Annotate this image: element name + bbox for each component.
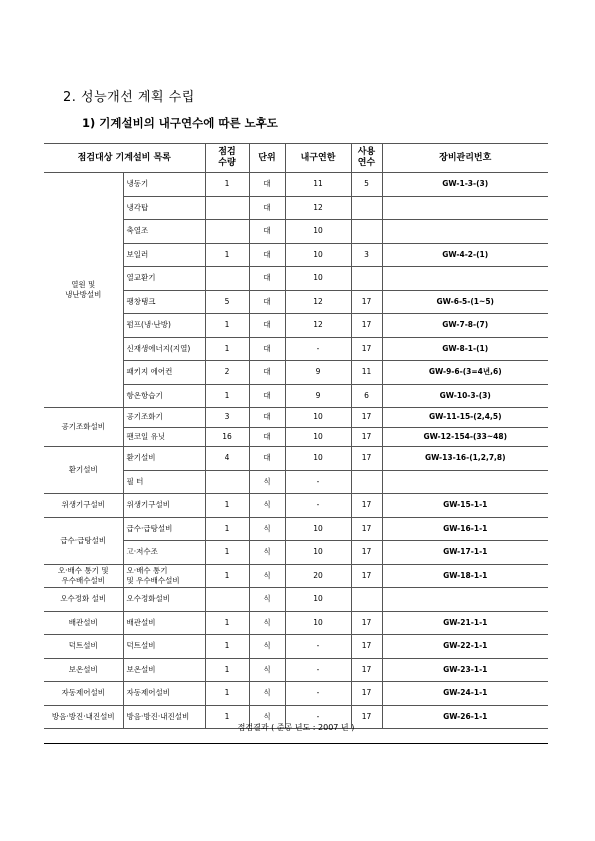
table-row bbox=[44, 682, 548, 706]
years-used-cell bbox=[351, 267, 382, 291]
equipment-code-cell bbox=[382, 220, 548, 244]
quantity-cell bbox=[205, 588, 249, 612]
service-life-cell: 12 bbox=[285, 314, 351, 338]
item-cell: 급수·급탕설비 bbox=[123, 517, 205, 541]
quantity-cell: 1 bbox=[205, 517, 249, 541]
item-cell: 열교환기 bbox=[123, 267, 205, 291]
item-cell: 오·배수 통기 및 우수배수설비 bbox=[123, 564, 205, 588]
quantity-cell bbox=[205, 220, 249, 244]
item-cell: 냉동기 bbox=[123, 173, 205, 197]
years-used-cell: 17 bbox=[351, 611, 382, 635]
quantity-cell bbox=[205, 470, 249, 494]
unit-cell: 대 bbox=[249, 427, 285, 447]
item-cell: 보온설비 bbox=[123, 658, 205, 682]
service-life-cell: 10 bbox=[285, 243, 351, 267]
header-unit: 단위 bbox=[249, 144, 285, 173]
section-heading: 2. 성능개선 계획 수립 bbox=[63, 90, 195, 105]
unit-cell: 대 bbox=[249, 361, 285, 385]
service-life-cell: - bbox=[285, 658, 351, 682]
equipment-code-cell: GW-7-8-(7) bbox=[382, 314, 548, 338]
years-used-cell: 17 bbox=[351, 541, 382, 565]
item-cell: 위생기구설비 bbox=[123, 494, 205, 518]
category-cell: 배관설비 bbox=[44, 611, 123, 635]
table-row bbox=[44, 658, 548, 682]
inspection-result-note: 점검결과 ( 준공 년도 : 2007 년 ) bbox=[237, 723, 355, 732]
quantity-cell: 1 bbox=[205, 705, 249, 729]
quantity-cell: 5 bbox=[205, 290, 249, 314]
item-cell: 항온항습기 bbox=[123, 384, 205, 408]
unit-cell: 식 bbox=[249, 611, 285, 635]
table-row bbox=[44, 611, 548, 635]
item-cell: 방음·방진·내진설비 bbox=[123, 705, 205, 729]
years-used-cell: 17 bbox=[351, 494, 382, 518]
service-life-cell: 10 bbox=[285, 541, 351, 565]
category-cell: 덕트설비 bbox=[44, 635, 123, 659]
category-cell: 공기조화설비 bbox=[44, 408, 123, 447]
quantity-cell: 1 bbox=[205, 564, 249, 588]
equipment-code-cell: GW-6-5-(1~5) bbox=[382, 290, 548, 314]
item-cell: 덕트설비 bbox=[123, 635, 205, 659]
unit-cell: 식 bbox=[249, 635, 285, 659]
category-cell: 자동제어설비 bbox=[44, 682, 123, 706]
quantity-cell bbox=[205, 267, 249, 291]
years-used-cell: 3 bbox=[351, 243, 382, 267]
years-used-cell: 5 bbox=[351, 173, 382, 197]
item-cell: 오수정화설비 bbox=[123, 588, 205, 612]
item-cell: 패키지 에어컨 bbox=[123, 361, 205, 385]
quantity-cell: 1 bbox=[205, 173, 249, 197]
category-cell: 환기설비 bbox=[44, 447, 123, 494]
equipment-code-cell: GW-24-1-1 bbox=[382, 682, 548, 706]
item-cell: 냉각탑 bbox=[123, 196, 205, 220]
service-life-cell: - bbox=[285, 337, 351, 361]
equipment-code-cell: GW-9-6-(3=4년,6) bbox=[382, 361, 548, 385]
service-life-cell: 10 bbox=[285, 588, 351, 612]
equipment-code-cell bbox=[382, 267, 548, 291]
years-used-cell: 17 bbox=[351, 564, 382, 588]
unit-cell: 대 bbox=[249, 408, 285, 428]
item-cell: 보일러 bbox=[123, 243, 205, 267]
quantity-cell: 16 bbox=[205, 427, 249, 447]
subsection-heading: 1) 기계설비의 내구연수에 따른 노후도 bbox=[82, 116, 278, 130]
equipment-code-cell: GW-26-1-1 bbox=[382, 705, 548, 729]
service-life-cell: - bbox=[285, 682, 351, 706]
quantity-cell: 3 bbox=[205, 408, 249, 428]
equipment-code-cell: GW-4-2-(1) bbox=[382, 243, 548, 267]
equipment-code-cell: GW-8-1-(1) bbox=[382, 337, 548, 361]
years-used-cell bbox=[351, 196, 382, 220]
item-cell: 축열조 bbox=[123, 220, 205, 244]
quantity-cell: 4 bbox=[205, 447, 249, 471]
unit-cell: 대 bbox=[249, 384, 285, 408]
quantity-cell: 1 bbox=[205, 682, 249, 706]
header-years-used: 사용 연수 bbox=[351, 144, 382, 173]
unit-cell: 대 bbox=[249, 267, 285, 291]
service-life-cell: - bbox=[285, 494, 351, 518]
quantity-cell: 1 bbox=[205, 314, 249, 338]
equipment-code-cell: GW-22-1-1 bbox=[382, 635, 548, 659]
header-equipment-code: 장비관리번호 bbox=[382, 144, 548, 173]
equipment-code-cell: GW-21-1-1 bbox=[382, 611, 548, 635]
item-cell: 자동제어설비 bbox=[123, 682, 205, 706]
service-life-cell: 10 bbox=[285, 267, 351, 291]
equipment-code-cell: GW-16-1-1 bbox=[382, 517, 548, 541]
equipment-code-cell: GW-17-1-1 bbox=[382, 541, 548, 565]
years-used-cell: 17 bbox=[351, 517, 382, 541]
unit-cell: 대 bbox=[249, 337, 285, 361]
years-used-cell bbox=[351, 588, 382, 612]
table-row bbox=[44, 494, 548, 518]
unit-cell: 대 bbox=[249, 220, 285, 244]
service-life-cell: 20 bbox=[285, 564, 351, 588]
item-cell: 배관설비 bbox=[123, 611, 205, 635]
years-used-cell: 17 bbox=[351, 705, 382, 729]
unit-cell: 대 bbox=[249, 196, 285, 220]
unit-cell: 식 bbox=[249, 564, 285, 588]
category-cell: 오수정화 설비 bbox=[44, 588, 123, 612]
quantity-cell: 1 bbox=[205, 384, 249, 408]
unit-cell: 식 bbox=[249, 705, 285, 729]
quantity-cell bbox=[205, 196, 249, 220]
quantity-cell: 1 bbox=[205, 337, 249, 361]
item-cell: 펌프(냉·난방) bbox=[123, 314, 205, 338]
table-row bbox=[44, 173, 548, 197]
equipment-code-cell bbox=[382, 196, 548, 220]
service-life-cell: 10 bbox=[285, 447, 351, 471]
years-used-cell: 17 bbox=[351, 658, 382, 682]
table-row bbox=[44, 517, 548, 541]
service-life-cell: - bbox=[285, 470, 351, 494]
years-used-cell bbox=[351, 470, 382, 494]
quantity-cell: 1 bbox=[205, 494, 249, 518]
service-life-cell: 11 bbox=[285, 173, 351, 197]
item-cell: 팬코일 유닛 bbox=[123, 427, 205, 447]
equipment-code-cell: GW-10-3-(3) bbox=[382, 384, 548, 408]
table-body bbox=[44, 173, 548, 729]
equipment-code-cell: GW-18-1-1 bbox=[382, 564, 548, 588]
unit-cell: 대 bbox=[249, 290, 285, 314]
years-used-cell: 6 bbox=[351, 384, 382, 408]
equipment-code-cell: GW-15-1-1 bbox=[382, 494, 548, 518]
years-used-cell: 17 bbox=[351, 290, 382, 314]
table-row bbox=[44, 588, 548, 612]
service-life-cell: 9 bbox=[285, 384, 351, 408]
service-life-cell: - bbox=[285, 705, 351, 729]
equipment-code-cell: GW-13-16-(1,2,7,8) bbox=[382, 447, 548, 471]
quantity-cell: 1 bbox=[205, 541, 249, 565]
table-header-row bbox=[44, 144, 548, 173]
quantity-cell: 2 bbox=[205, 361, 249, 385]
unit-cell: 식 bbox=[249, 541, 285, 565]
service-life-cell: 12 bbox=[285, 196, 351, 220]
category-cell: 보온설비 bbox=[44, 658, 123, 682]
years-used-cell: 17 bbox=[351, 635, 382, 659]
quantity-cell: 1 bbox=[205, 635, 249, 659]
equipment-code-cell bbox=[382, 588, 548, 612]
table-row bbox=[44, 564, 548, 588]
service-life-cell: - bbox=[285, 635, 351, 659]
header-service-life: 내구연한 bbox=[285, 144, 351, 173]
unit-cell: 대 bbox=[249, 243, 285, 267]
unit-cell: 대 bbox=[249, 447, 285, 471]
table-row bbox=[44, 408, 548, 428]
years-used-cell: 17 bbox=[351, 337, 382, 361]
years-used-cell: 17 bbox=[351, 314, 382, 338]
years-used-cell bbox=[351, 220, 382, 244]
category-cell: 급수·급탕설비 bbox=[44, 517, 123, 564]
item-cell: 공기조화기 bbox=[123, 408, 205, 428]
header-quantity: 점검 수량 bbox=[205, 144, 249, 173]
item-cell: 팽창탱크 bbox=[123, 290, 205, 314]
equipment-code-cell: GW-12-154-(33~48) bbox=[382, 427, 548, 447]
service-life-cell: 10 bbox=[285, 220, 351, 244]
service-life-cell: 10 bbox=[285, 408, 351, 428]
unit-cell: 식 bbox=[249, 517, 285, 541]
table-row bbox=[44, 447, 548, 471]
equipment-table bbox=[44, 143, 548, 729]
category-cell: 오·배수 통기 및 우수배수설비 bbox=[44, 564, 123, 588]
unit-cell: 식 bbox=[249, 470, 285, 494]
item-cell: 필 터 bbox=[123, 470, 205, 494]
years-used-cell: 11 bbox=[351, 361, 382, 385]
quantity-cell: 1 bbox=[205, 611, 249, 635]
years-used-cell: 17 bbox=[351, 447, 382, 471]
item-cell: 신재생에너지(지열) bbox=[123, 337, 205, 361]
quantity-cell: 1 bbox=[205, 658, 249, 682]
unit-cell: 대 bbox=[249, 173, 285, 197]
category-cell: 열원 및 냉난방설비 bbox=[44, 173, 123, 408]
service-life-cell: 10 bbox=[285, 611, 351, 635]
years-used-cell: 17 bbox=[351, 427, 382, 447]
service-life-cell: 12 bbox=[285, 290, 351, 314]
equipment-code-cell: GW-23-1-1 bbox=[382, 658, 548, 682]
header-equipment-list: 점검대상 기계설비 목록 bbox=[44, 144, 205, 173]
equipment-code-cell bbox=[382, 470, 548, 494]
bottom-rule bbox=[44, 743, 548, 744]
service-life-cell: 9 bbox=[285, 361, 351, 385]
item-cell: 환기설비 bbox=[123, 447, 205, 471]
unit-cell: 대 bbox=[249, 314, 285, 338]
item-cell: 고·저수조 bbox=[123, 541, 205, 565]
unit-cell: 식 bbox=[249, 588, 285, 612]
unit-cell: 식 bbox=[249, 658, 285, 682]
service-life-cell: 10 bbox=[285, 517, 351, 541]
category-cell: 방음·방진·내진설비 bbox=[44, 705, 123, 729]
years-used-cell: 17 bbox=[351, 682, 382, 706]
equipment-code-cell: GW-11-15-(2,4,5) bbox=[382, 408, 548, 428]
table-row bbox=[44, 635, 548, 659]
equipment-code-cell: GW-1-3-(3) bbox=[382, 173, 548, 197]
unit-cell: 식 bbox=[249, 682, 285, 706]
quantity-cell: 1 bbox=[205, 243, 249, 267]
unit-cell: 식 bbox=[249, 494, 285, 518]
category-cell: 위생기구설비 bbox=[44, 494, 123, 518]
service-life-cell: 10 bbox=[285, 427, 351, 447]
years-used-cell: 17 bbox=[351, 408, 382, 428]
